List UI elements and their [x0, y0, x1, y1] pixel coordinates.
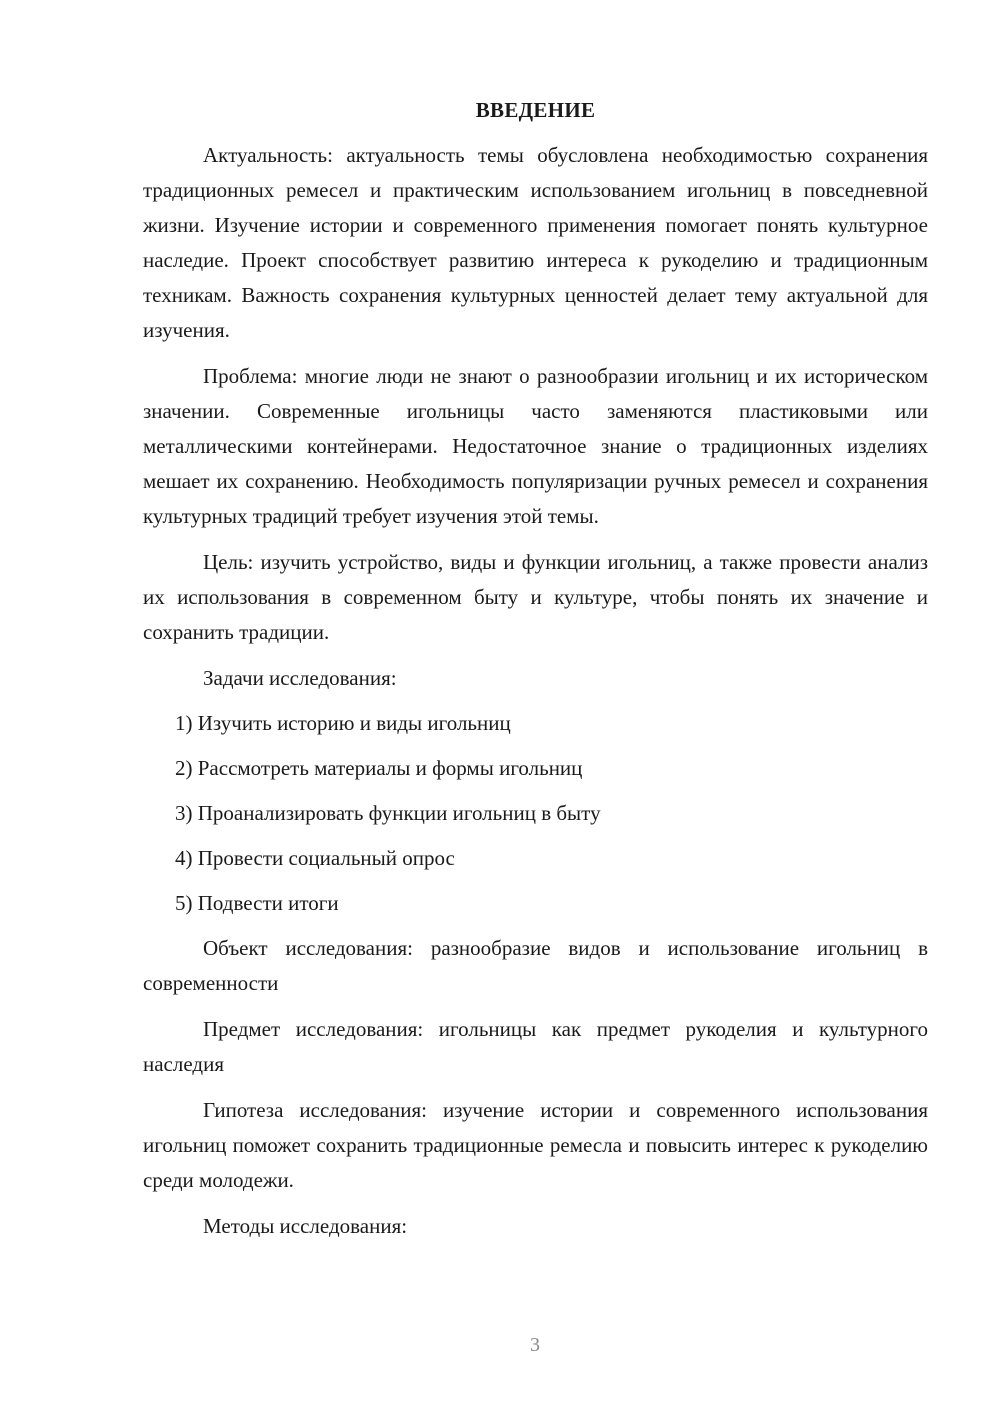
- task-item-2: 2) Рассмотреть материалы и формы игольниц: [175, 756, 583, 780]
- paragraph-problem: Проблема: многие люди не знают о разнообразии игольниц и их историческом значении. Современные игольницы часто заменяются пластиковыми или металлическими контейнерами. Недостаточное знание о традиционных изделиях мешает их сохранению. Необходимость популяризации ручных ремесел и сохранения культурных традиций требует изучения этой темы.: [143, 364, 928, 528]
- page-heading: ВВЕДЕНИЕ: [475, 98, 596, 122]
- methods-title: Методы исследования:: [203, 1214, 408, 1238]
- paragraph-object: Объект исследования: разнообразие видов и использование игольниц в современности: [143, 936, 928, 995]
- paragraph-hypothesis: Гипотеза исследования: изучение истории и современного использования игольниц поможет сохранить традиционные ремесла и повысить интерес к рукоделию среди молодежи.: [143, 1098, 928, 1192]
- task-item-4: 4) Провести социальный опрос: [175, 846, 455, 870]
- page-content: [143, 94, 928, 1255]
- paragraph-goal: Цель: изучить устройство, виды и функции игольниц, а также провести анализ их использования в современном быту и культуре, чтобы понять их значение и сохранить традиции.: [143, 550, 928, 644]
- paragraph-subject: Предмет исследования: игольницы как предмет рукоделия и культурного наследия: [143, 1017, 928, 1076]
- task-item-5: 5) Подвести итоги: [175, 891, 339, 915]
- tasks-list: [143, 706, 928, 921]
- page-number: 3: [530, 1334, 540, 1356]
- tasks-title: Задачи исследования:: [203, 666, 397, 690]
- paragraph-relevance: Актуальность: актуальность темы обусловлена необходимостью сохранения традиционных ремесел и практическим использованием игольниц в повседневной жизни. Изучение истории и современного применения помогает понять культурное наследие. Проект способствует развитию интереса к рукоделию и традиционным техникам. Важность сохранения культурных ценностей делает тему актуальной для изучения.: [143, 143, 928, 342]
- task-item-3: 3) Проанализировать функции игольниц в быту: [175, 801, 601, 825]
- task-item-1: 1) Изучить историю и виды игольниц: [175, 711, 511, 735]
